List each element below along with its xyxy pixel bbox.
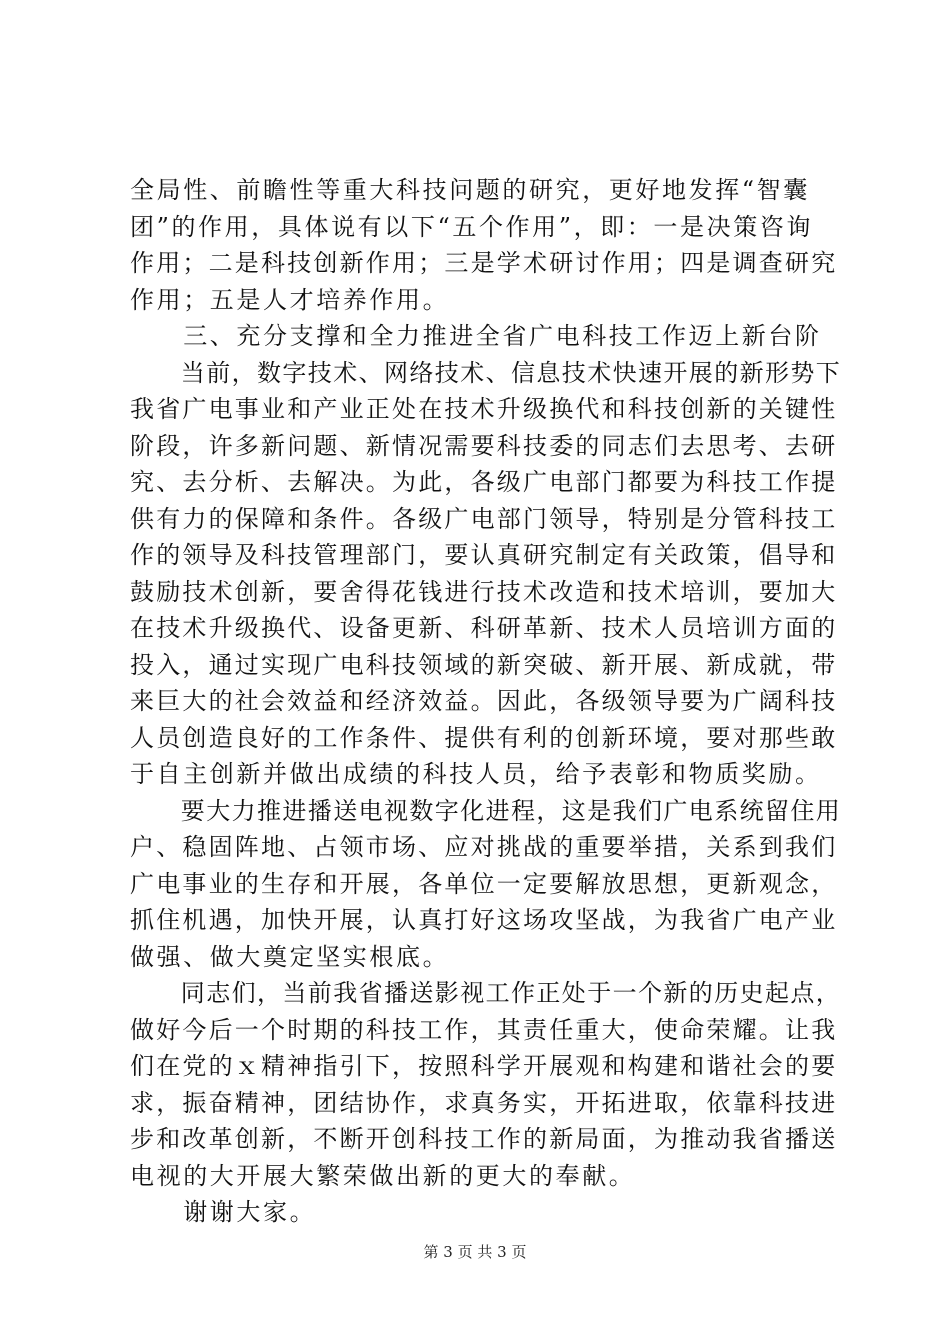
text-line: 作用；二是科技创新作用；三是学术研讨作用；四是调查研究 [130, 249, 838, 277]
text-line: 在技术升级换代、设备更新、科研革新、技术人员培训方面的 [130, 614, 838, 642]
text-line: 做强、做大奠定坚实根底。 [130, 942, 450, 971]
text-line: 我省广电事业和产业正处在技术升级换代和科技创新的关键性 [130, 395, 838, 423]
text-line: 三、充分支撑和全力推进全省广电科技工作迈上新台阶 [130, 322, 822, 350]
text-line: 鼓励技术创新，要舍得花钱进行技术改造和技术培训，要加大 [130, 577, 838, 606]
text-line: 同志们，当前我省播送影视工作正处于一个新的历史起点， [130, 979, 842, 1007]
text-line: 供有力的保障和条件。各级广电部门领导，特别是分管科技工 [130, 504, 838, 533]
text-line: 作用；五是人才培养作用。 [130, 285, 450, 314]
text-line: 户、稳固阵地、占领市场、应对挑战的重要举措，关系到我们 [130, 833, 838, 861]
text-line: 做好今后一个时期的科技工作，其责任重大，使命荣耀。让我 [130, 1015, 838, 1044]
text-line: 于自主创新并做出成绩的科技人员，给予表彰和物质奖励。 [130, 760, 822, 788]
text-line: 全局性、前瞻性等重大科技问题的研究，更好地发挥“智囊 [130, 176, 810, 204]
text-line: 投入，通过实现广电科技领域的新突破、新开展、新成就，带 [130, 650, 838, 679]
text-line: 要大力推进播送电视数字化进程，这是我们广电系统留住用 [130, 796, 842, 825]
text-line: 人员创造良好的工作条件、提供有利的创新环境，要对那些敢 [130, 723, 838, 752]
text-line: 团”的作用，具体说有以下“五个作用”，即：一是决策咨询 [130, 212, 814, 241]
text-line: 步和改革创新，不断开创科技工作的新局面，为推动我省播送 [130, 1125, 838, 1153]
page-footer: 第 3 页 共 3 页 [423, 1243, 527, 1261]
text-line: 究、去分析、去解决。为此，各级广电部门都要为科技工作提 [130, 468, 838, 496]
text-line: 谢谢大家。 [130, 1198, 317, 1226]
text-line: 阶段，许多新问题、新情况需要科技委的同志们去思考、去研 [130, 431, 838, 460]
text-line: 作的领导及科技管理部门，要认真研究制定有关政策，倡导和 [130, 541, 838, 569]
text-line: 当前，数字技术、网络技术、信息技术快速开展的新形势下 [130, 358, 842, 387]
document-body [130, 172, 842, 1231]
text-line: 广电事业的生存和开展，各单位一定要解放思想，更新观念， [130, 869, 838, 898]
text-line: 求，振奋精神，团结协作，求真务实，开拓进取，依靠科技进 [130, 1088, 838, 1117]
text-line: 电视的大开展大繁荣做出新的更大的奉献。 [130, 1161, 636, 1190]
text-line: 抓住机遇，加快开展，认真打好这场攻坚战，为我省广电产业 [130, 906, 838, 934]
text-line: 们在党的ｘ精神指引下，按照科学开展观和构建和谐社会的要 [130, 1052, 838, 1080]
text-line: 来巨大的社会效益和经济效益。因此，各级领导要为广阔科技 [130, 687, 838, 715]
